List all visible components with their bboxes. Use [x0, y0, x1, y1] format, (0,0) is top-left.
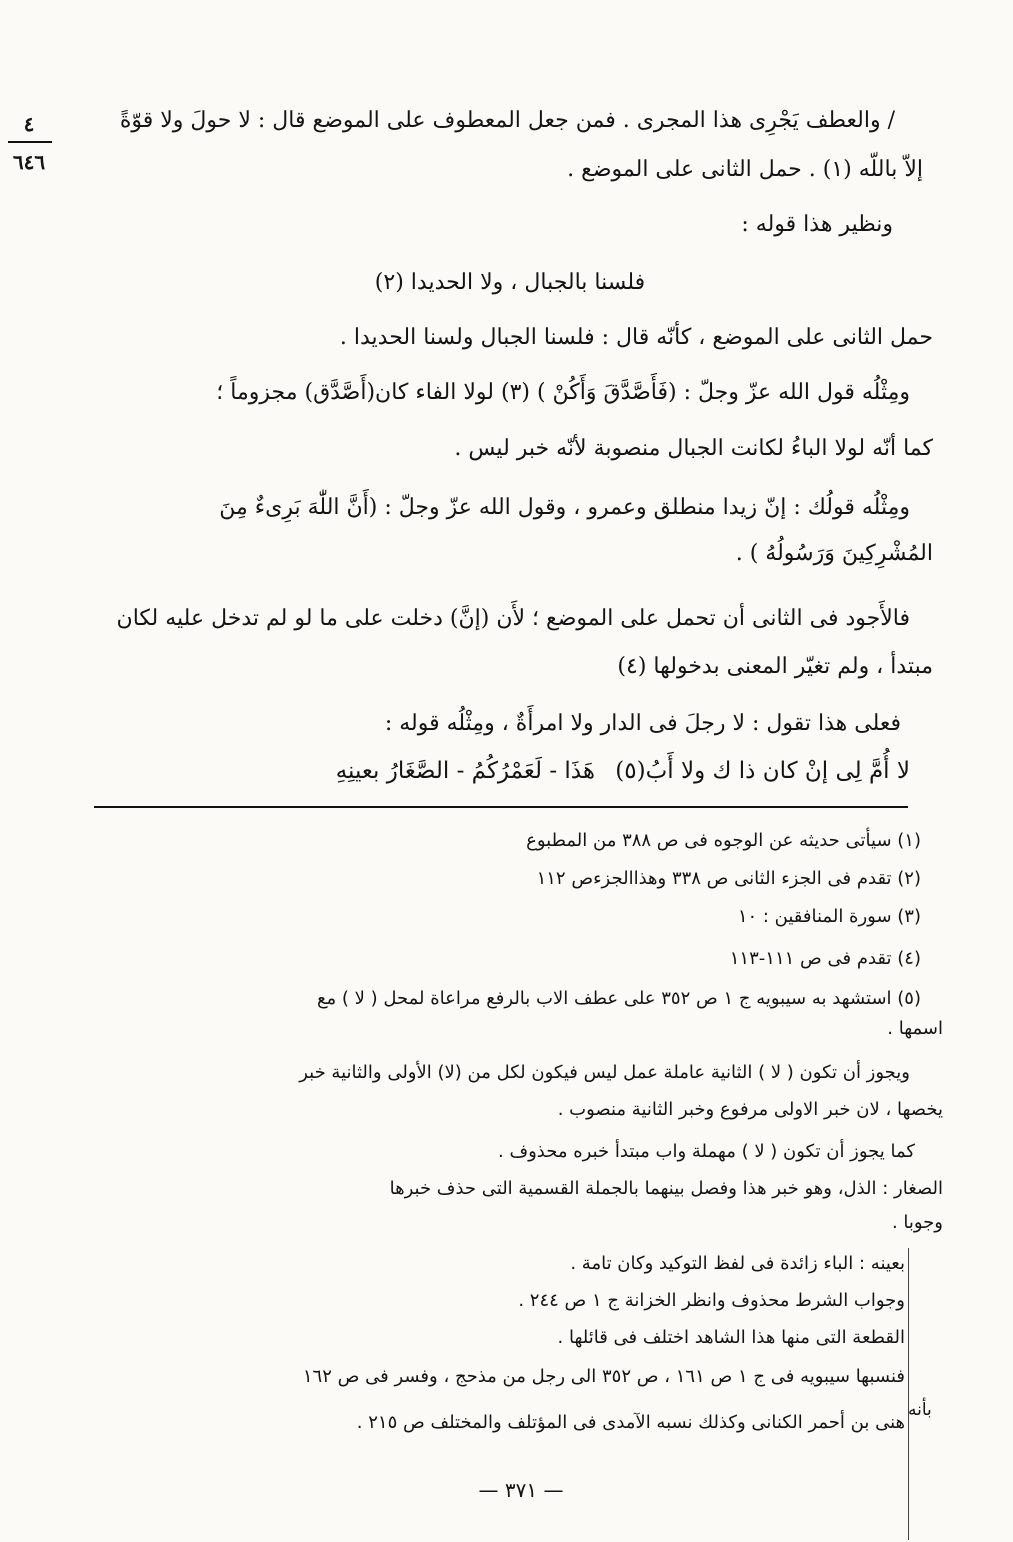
margin-part-number: ٤ — [23, 112, 35, 136]
body-line: ومِثْلُه قول الله عزّ وجلّ : (فَأَصَّدَّقَ وَأَكُنْ ) (٣) لولا الفاء كان(أَصَّدَّق) مجزوماً ؛ — [216, 380, 910, 405]
body-line: فعلى هذا تقول : لا رجلَ فى الدار ولا امرأَةٌ ، ومِثْلُه قوله : — [384, 711, 901, 736]
side-label: بأنه — [908, 1400, 932, 1420]
body-line: ونظير هذا قوله : — [741, 212, 893, 237]
footnote: (١) سيأتى حديثه عن الوجوه فى ص ٣٨٨ من المطبوع — [526, 830, 921, 851]
notes-rule — [908, 1248, 909, 1540]
footnote: وجوبا . — [891, 1212, 943, 1233]
margin-page-number: ٦٤٦ — [12, 150, 46, 174]
note-line: فنسبها سيبويه فى ج ١ ص ١٦١ ، ص ٣٥٢ الى رجل من مذحج ، وفسر فى ص ١٦٢ — [302, 1366, 905, 1387]
footnote: (٤) تقدم فى ص ١١١-١١٣ — [729, 948, 921, 969]
footnote-separator — [94, 806, 908, 808]
footnote: (٥) استشهد به سيبويه ج ١ ص ٣٥٢ على عطف الاب بالرفع مراعاة لمحل ( لا ) مع — [316, 988, 921, 1009]
margin-rule — [8, 141, 52, 143]
body-line: فالأَجود فى الثانى أن تحمل على الموضع ؛ لأَن (إنَّ) دخلت على ما لو لم تدخل عليه لكان — [116, 606, 910, 631]
body-line: ومِثْلُه قولُك : إنّ زيدا منطلق وعمرو ، وقول الله عزّ وجلّ : (أَنَّ اللّٰهَ بَرِىءٌ مِنَ — [219, 495, 910, 520]
footnote: (٣) سورة المنافقين : ١٠ — [737, 906, 921, 927]
note-line: بعينه : الباء زائدة فى لفظ التوكيد وكان تامة . — [570, 1253, 905, 1274]
footnote: (٢) تقدم فى الجزء الثانى ص ٣٣٨ وهذاالجزءص ١١٢ — [536, 868, 921, 889]
note-line: وجواب الشرط محذوف وانظر الخزانة ج ١ ص ٢٤٤ . — [518, 1290, 905, 1311]
body-line: إلاّ باللّه (١) . حمل الثانى على الموضع . — [567, 157, 923, 182]
body-line: / والعطف يَجْرِى هذا المجرى . فمن جعل المعطوف على الموضع قال : لا حولَ ولا قوّةً — [119, 108, 895, 133]
note-line: القطعة التى منها هذا الشاهد اختلف فى قائلها . — [557, 1327, 905, 1348]
footnote: كما يجوز أن تكون ( لا ) مهملة واب مبتدأ خبره محذوف . — [498, 1141, 915, 1162]
footnote: ويجوز أن تكون ( لا ) الثانية عاملة عمل ليس فيكون لكل من (لا) الأولى والثانية خبر — [299, 1062, 910, 1083]
note-line: هنى بن أحمر الكنانى وكذلك نسبه الآمدى فى المؤتلف والمختلف ص ٢١٥ . — [356, 1412, 905, 1433]
body-line: كما أنّه لولا الباءُ لكانت الجبال منصوبة لأنّه خبر ليس . — [454, 436, 933, 461]
body-line: حمل الثانى على الموضع ، كأنّه قال : فلسنا الجبال ولسنا الحديدا . — [339, 325, 933, 350]
footnote: اسمها . — [887, 1018, 943, 1039]
body-line: المُشْرِكِينَ وَرَسُولُهُ ) . — [735, 541, 933, 566]
page-number: — ٣٧١ — — [478, 1478, 564, 1502]
footnote: الصغار : الذل، وهو خبر هذا وفصل بينهما بالجملة القسمية التى حذف خبرها — [389, 1178, 943, 1199]
body-line: مبتدأ ، ولم تغيّر المعنى بدخولها (٤) — [617, 654, 933, 679]
footnote: يخصها ، لان خبر الاولى مرفوع وخبر الثانية منصوب . — [557, 1099, 943, 1120]
verse-right-hemistich: لا أُمَّ لِى إنْ كان ذا ك ولا أَبُ(٥) — [615, 758, 910, 784]
verse-fragment: فلسنا بالجبال ، ولا الحديدا (٢) — [374, 270, 646, 295]
verse-left-hemistich: هَذَا - لَعَمْرُكُمُ - الصَّغَارُ بعينِهِ — [335, 758, 595, 784]
